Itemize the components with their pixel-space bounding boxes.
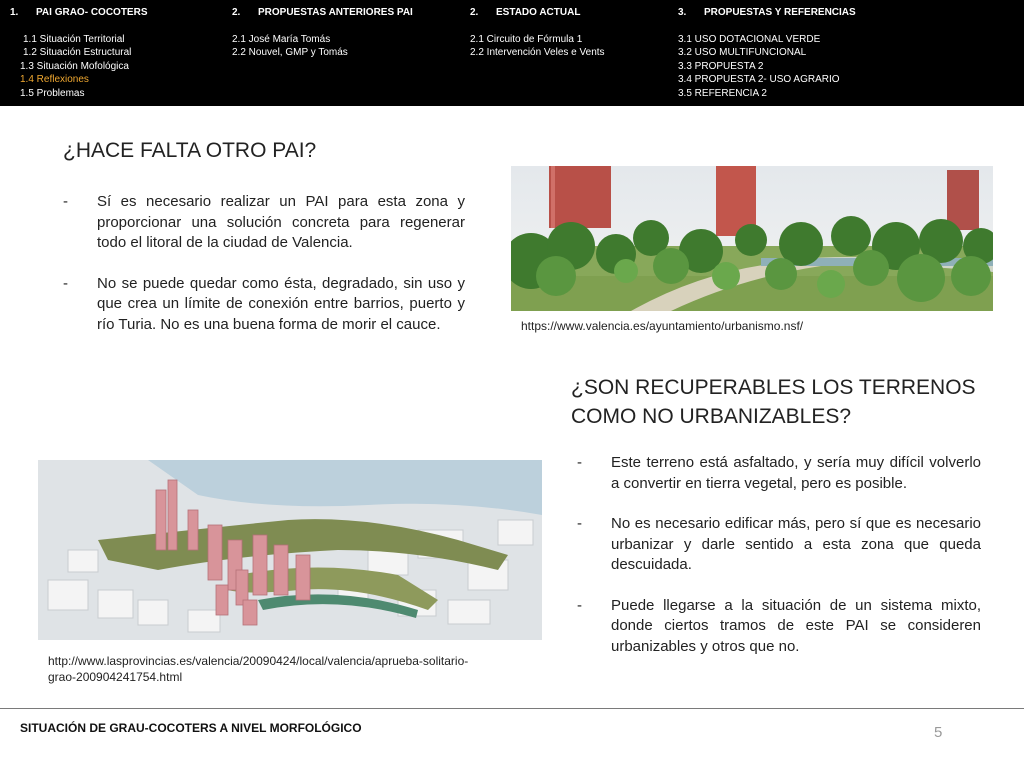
nav-section-2 xyxy=(232,6,413,60)
nav-section-4-title: PROPUESTAS Y REFERENCIAS xyxy=(704,7,856,18)
section2-bullet-3: - Puede llegarse a la situación de un sistema mixto, donde ciertos tramos de este PAI se consideren urbanizables y otros que no. xyxy=(577,596,981,655)
nav-item-1-2[interactable]: 1.2 Situación Estructural xyxy=(23,47,132,58)
section2-heading-line2: COMO NO URBANIZABLES? xyxy=(571,405,852,428)
model-image-source-link-line2[interactable]: grao-200904241754.html xyxy=(48,670,183,684)
model-image-caption[interactable] xyxy=(48,653,468,685)
page-number: 5 xyxy=(934,724,943,741)
nav-item-2-2[interactable]: 2.2 Nouvel, GMP y Tomás xyxy=(232,47,348,58)
nav-item-1-5[interactable]: 1.5 Problemas xyxy=(20,87,85,99)
nav-section-1-header[interactable] xyxy=(10,6,147,20)
nav-item-3-2[interactable]: 2.2 Intervención Veles e Vents xyxy=(470,47,605,58)
nav-item-4-5[interactable]: 3.5 REFERENCIA 2 xyxy=(678,87,767,99)
nav-section-4 xyxy=(678,6,856,100)
park-image-source-link[interactable]: https://www.valencia.es/ayuntamiento/urbanismo.nsf/ xyxy=(521,319,804,333)
section2-bullet-list xyxy=(577,453,981,677)
section1-heading: ¿HACE FALTA OTRO PAI? xyxy=(63,139,317,162)
section1-bullet-2: - No se puede quedar como ésta, degradado, sin uso y que crea un límite de conexión entre barrios, puerto y río Turia. No es una buena forma de morir el cauce. xyxy=(63,274,465,333)
nav-section-4-header[interactable] xyxy=(678,6,856,20)
top-navigation-bar xyxy=(0,0,1024,106)
nav-section-4-number: 3. xyxy=(678,7,687,18)
nav-section-2-title: PROPUESTAS ANTERIORES PAI xyxy=(258,7,413,18)
nav-section-3 xyxy=(470,6,605,60)
nav-section-3-title: ESTADO ACTUAL xyxy=(496,7,581,18)
nav-item-1-4-active[interactable]: 1.4 Reflexiones xyxy=(20,74,89,85)
section2-bullet-1-text: Este terreno está asfaltado, y sería muy difícil volverlo a convertir en tierra vegetal, pero es posible. xyxy=(611,454,981,492)
nav-section-1-number: 1. xyxy=(10,7,19,18)
nav-item-2-1[interactable]: 2.1 José María Tomás xyxy=(232,33,331,45)
nav-section-1-title: PAI GRAO- COCOTERS xyxy=(36,7,148,18)
nav-item-4-1[interactable]: 3.1 USO DOTACIONAL VERDE xyxy=(678,33,821,45)
section1-bullet-2-text: No se puede quedar como ésta, degradado, sin uso y que crea un límite de conexión entre barrios, puerto y río Turia. No es una buena forma de morir el cauce. xyxy=(97,274,465,333)
section1-bullet-1: - Sí es necesario realizar un PAI para esta zona y proporcionar una solución concreta para regenerar todo el litoral de la ciudad de Valencia. xyxy=(63,193,465,251)
nav-section-1 xyxy=(10,6,147,100)
park-render-image xyxy=(511,166,993,311)
footer-title: SITUACIÓN DE GRAU-COCOTERS A NIVEL MORFOLÓGICO xyxy=(20,721,362,735)
section2-bullet-2-text: No es necesario edificar más, pero sí que es necesario urbanizar y darle sentido a esta zona que queda descuidada. xyxy=(611,515,981,573)
model-image-source-link-line1[interactable]: http://www.lasprovincias.es/valencia/20090424/local/valencia/aprueba-solitario- xyxy=(48,654,469,668)
urban-model-render-image xyxy=(38,460,542,640)
nav-item-4-4[interactable]: 3.4 PROPUESTA 2- USO AGRARIO xyxy=(678,74,840,85)
section2-bullet-2: - No es necesario edificar más, pero sí que es necesario urbanizar y darle sentido a esta zona que queda descuidada. xyxy=(577,515,981,573)
footer-divider xyxy=(0,708,1024,709)
section2-bullet-3-text: Puede llegarse a la situación de un sistema mixto, donde ciertos tramos de este PAI se consideren urbanizables y otros que no. xyxy=(611,596,981,655)
section2-heading-line1: ¿SON RECUPERABLES LOS TERRENOS xyxy=(571,376,976,399)
nav-section-3-header[interactable] xyxy=(470,6,605,20)
nav-section-2-number: 2. xyxy=(232,7,241,18)
nav-item-4-3[interactable]: 3.3 PROPUESTA 2 xyxy=(678,60,764,72)
nav-item-1-3[interactable]: 1.3 Situación Mofológica xyxy=(20,60,129,72)
nav-item-1-1[interactable]: 1.1 Situación Territorial xyxy=(23,33,125,45)
nav-item-4-2[interactable]: 3.2 USO MULTIFUNCIONAL xyxy=(678,47,807,58)
nav-section-3-number: 2. xyxy=(470,7,479,18)
nav-item-3-1[interactable]: 2.1 Circuito de Fórmula 1 xyxy=(470,33,583,45)
section2-heading xyxy=(571,373,976,431)
park-image-caption[interactable] xyxy=(521,318,803,334)
section2-bullet-1: - Este terreno está asfaltado, y sería muy difícil volverlo a convertir en tierra vegetal, pero es posible. xyxy=(577,454,981,492)
nav-section-2-header[interactable] xyxy=(232,6,413,20)
section1-bullet-1-text: Sí es necesario realizar un PAI para esta zona y proporcionar una solución concreta para regenerar todo el litoral de la ciudad de Valencia. xyxy=(97,193,465,251)
section1-bullet-list xyxy=(63,192,465,355)
